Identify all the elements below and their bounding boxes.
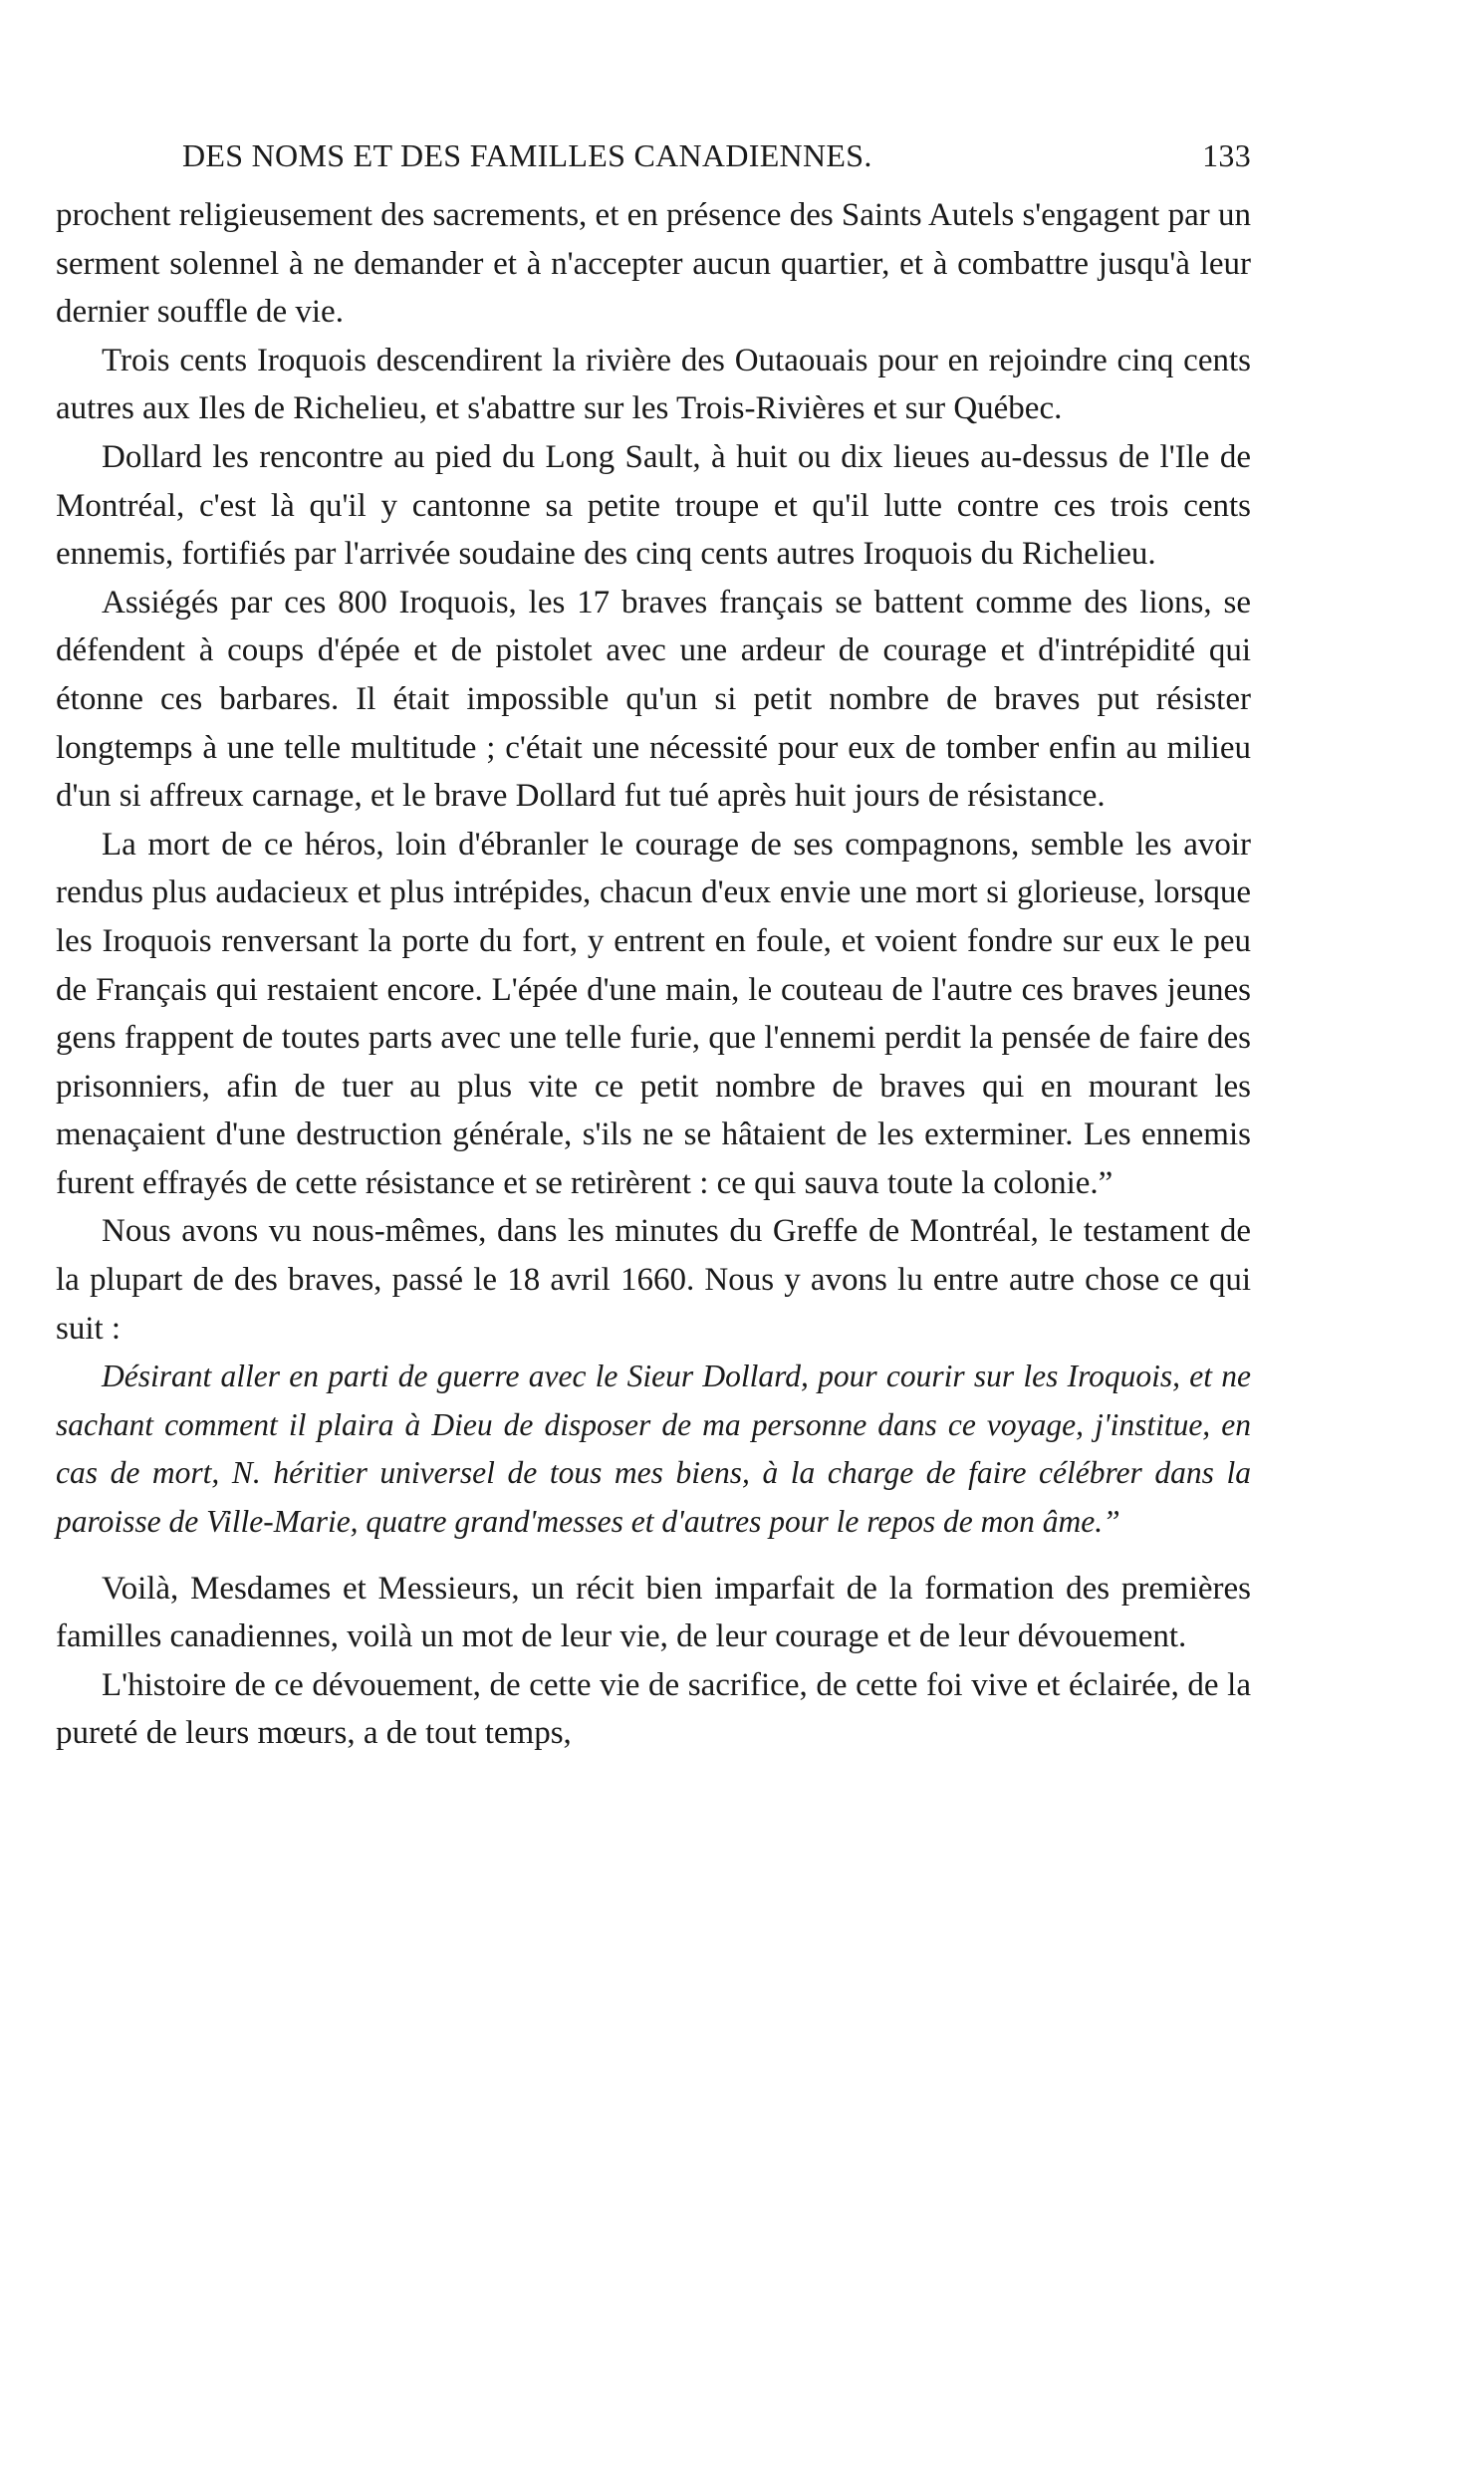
running-title: DES NOMS ET DES FAMILLES CANADIENNES.: [182, 137, 872, 173]
paragraph-long-sault: Dollard les rencontre au pied du Long Sault, à huit ou dix lieues au-dessus de l'Ile de Montréal, c'est là qu'il y cantonne sa petite troupe et qu'il lutte contre ces trois cents ennemis, fortifiés par l'arrivée soudaine des cinq cents autres Iroquois du Richelieu.: [56, 438, 1251, 573]
paragraph-continuation: prochent religieusement des sacrements, et en présence des Saints Autels s'engagent par un serment solennel à ne demander et à n'accepter aucun quartier, et à combattre jusqu'à leur dernier souffle de vie.: [56, 197, 1251, 331]
paragraph-last-stand: La mort de ce héros, loin d'ébranler le courage de ses compagnons, semble les avoir rendus plus audacieux et plus intrépides, chacun d'eux envie une mort si glorieuse, lorsque les Iroquois renversant la porte du fort, y entrent en foule, et voient fondre sur eux le peu de Français qui restaient encore. L'épée d'une main, le couteau de l'autre ces braves jeunes gens frappent de toutes parts avec une telle furie, que l'ennemi perdit la pensée de faire des prisonniers, afin de tuer au plus vite ce petit nombre de braves qui en mourant les menaçaient d'une destruction générale, s'ils ne se hâtaient de les exterminer. Les ennemis furent effrayés de cette résistance et se retirèrent : ce qui sauva toute la colonie.”: [56, 826, 1251, 1201]
page-number: 133: [1202, 137, 1251, 173]
paragraph-devotion: L'histoire de ce dévouement, de cette vie de sacrifice, de cette foi vive et éclairée, de la pureté de leurs mœurs, a de tout temps,: [56, 1666, 1251, 1752]
body-text: [56, 191, 1251, 1758]
paragraph-testament: Nous avons vu nous-mêmes, dans les minutes du Greffe de Montréal, le testament de la plupart de des braves, passé le 18 avril 1660. Nous y avons lu entre autre chose ce qui suit :: [56, 1213, 1251, 1347]
paragraph-conclusion: Voilà, Mesdames et Messieurs, un récit bien imparfait de la formation des premières familles canadiennes, voilà un mot de leur vie, de leur courage et de leur dévouement.: [56, 1570, 1251, 1655]
paragraph-siege: Assiégés par ces 800 Iroquois, les 17 braves français se battent comme des lions, se défendent à coups d'épée et de pistolet avec une ardeur de courage et d'intrépidité qui étonne ces barbares. Il était impossible qu'un si petit nombre de braves put résister longtemps à une telle multitude ; c'était une nécessité pour eux de tomber enfin au milieu d'un si affreux carnage, et le brave Dollard fut tué après huit jours de résistance.: [56, 584, 1251, 815]
book-page: [56, 129, 1251, 1758]
testament-quote: Désirant aller en parti de guerre avec le Sieur Dollard, pour courir sur les Iroquois, et ne sachant comment il plaira à Dieu de disposer de ma personne dans ce voyage, j'institue, en cas de mort, N. héritier universel de tous mes biens, à la charge de faire célébrer dans la paroisse de Ville-Marie, quatre grand'messes et d'autres pour le repos de mon âme.”: [56, 1359, 1251, 1540]
paragraph-iroquois-advance: Trois cents Iroquois descendirent la rivière des Outaouais pour en rejoindre cinq cents autres aux Iles de Richelieu, et s'abattre sur les Trois-Rivières et sur Québec.: [56, 342, 1251, 427]
running-head: [56, 129, 1251, 191]
